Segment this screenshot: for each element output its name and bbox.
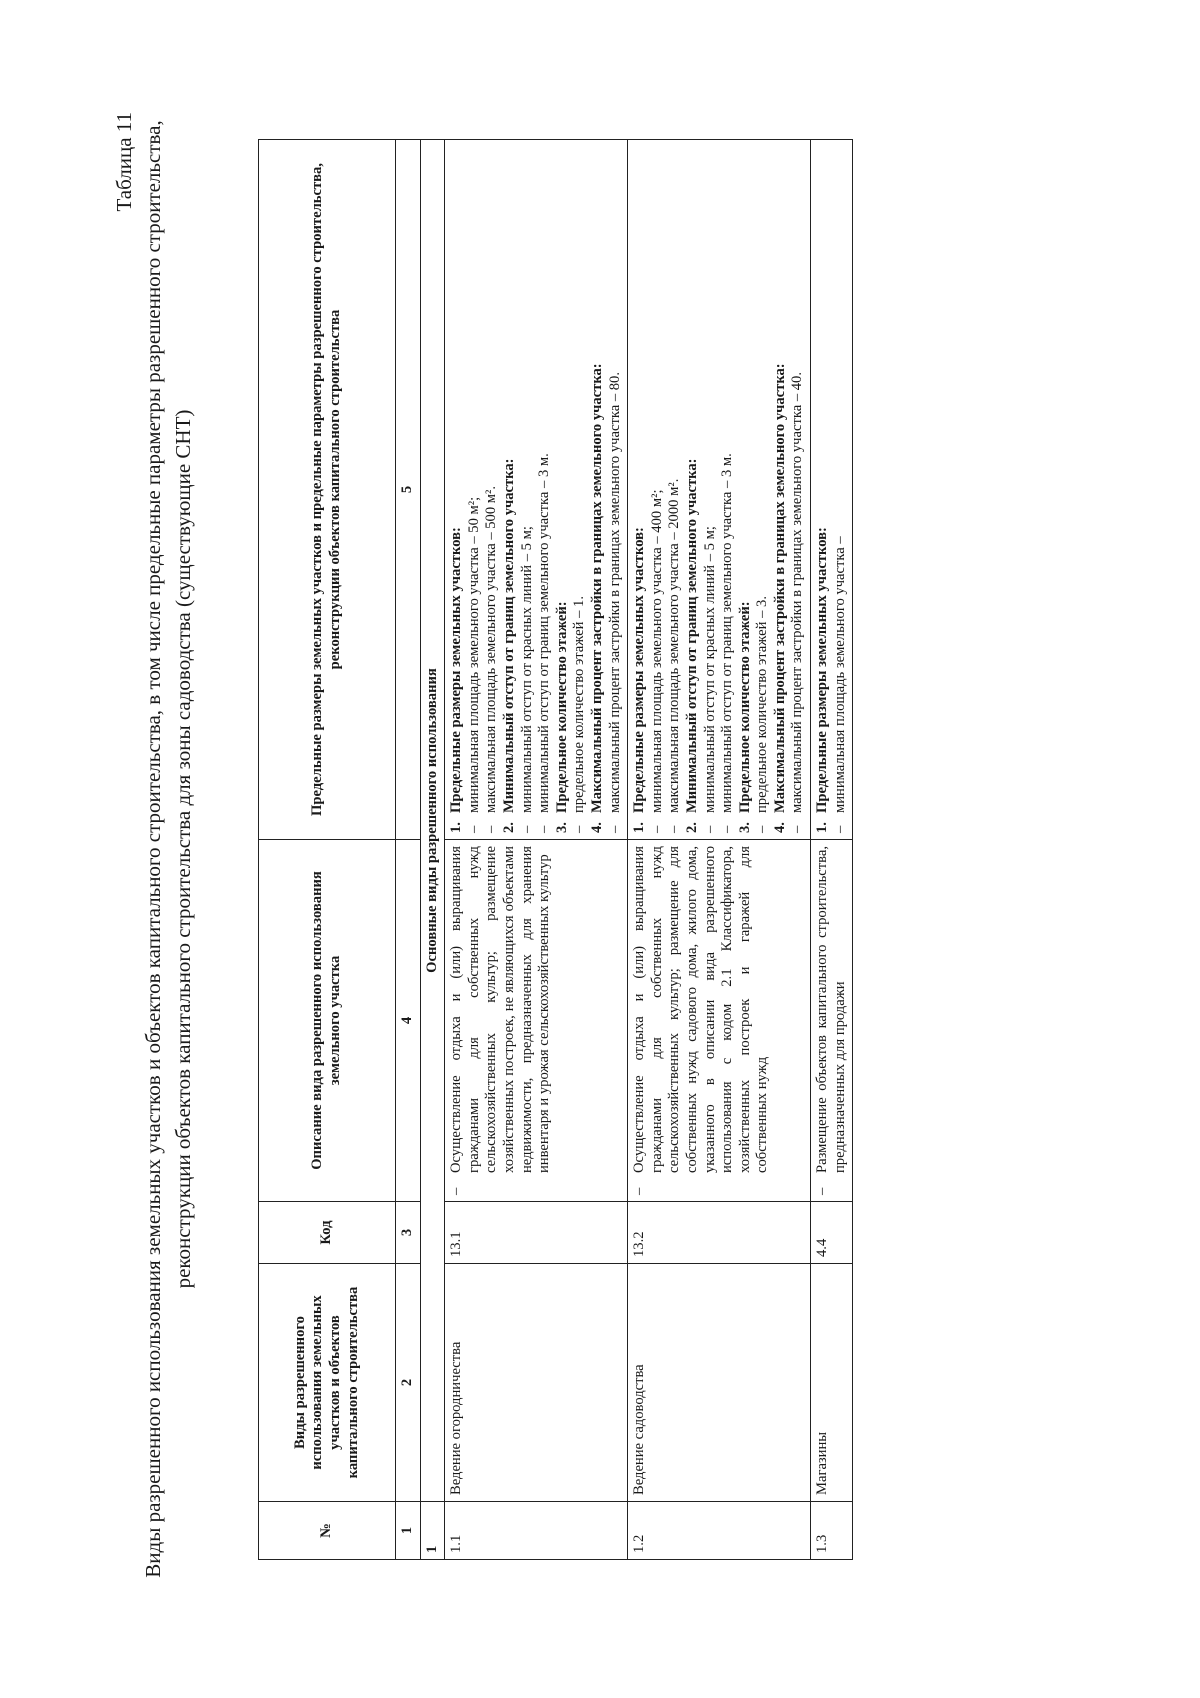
parameter-item bbox=[702, 146, 720, 833]
row-number: 1.1 bbox=[445, 1502, 628, 1560]
parameter-heading-text: Предельное количество этажей: bbox=[553, 601, 570, 813]
parameter-item-text: минимальный отступ от границ земельного участка – 3 м. bbox=[536, 453, 553, 813]
section-row bbox=[420, 140, 445, 1560]
header-parameters: Предельные размеры земельных участков и предельные параметры разрешенного строительства, реконструкции объектов капитального строительства bbox=[259, 140, 396, 840]
parameter-item-text: минимальный отступ от красных линий – 5 м; bbox=[518, 526, 535, 813]
table-row bbox=[628, 140, 811, 1560]
list-dash: – bbox=[648, 825, 665, 833]
column-index: 2 bbox=[396, 1264, 421, 1502]
list-dash: – bbox=[518, 825, 535, 833]
parameters-cell bbox=[811, 140, 853, 840]
parameter-item-text: максимальная площадь земельного участка – 2000 м². bbox=[666, 478, 683, 813]
parameter-heading bbox=[448, 146, 466, 833]
parameter-number: 4. bbox=[771, 822, 788, 833]
parameter-item bbox=[649, 146, 667, 833]
use-description bbox=[811, 840, 853, 1202]
column-index: 1 bbox=[396, 1502, 421, 1560]
section-number: 1 bbox=[420, 1502, 445, 1560]
parameter-item bbox=[754, 146, 772, 833]
list-dash: – bbox=[831, 825, 848, 833]
parameter-item-text: минимальный отступ от границ земельного участка – 3 м. bbox=[719, 453, 736, 813]
table-label: Таблица 11 bbox=[112, 112, 136, 212]
header-use-type: Виды разрешенного использования земельных участков и объектов капитального строительства bbox=[259, 1264, 396, 1502]
list-dash: – bbox=[571, 825, 588, 833]
use-code: 4.4 bbox=[811, 1202, 853, 1264]
table-row bbox=[811, 140, 853, 1560]
use-code: 13.1 bbox=[445, 1202, 628, 1264]
parameter-heading-text: Максимальный процент застройки в границах земельного участка: bbox=[771, 363, 788, 813]
list-dash: – bbox=[754, 825, 771, 833]
parameter-item bbox=[536, 146, 554, 833]
parameter-item-text: минимальная площадь земельного участка – 50 м²; bbox=[465, 496, 482, 813]
parameter-heading bbox=[814, 146, 832, 833]
parameter-item bbox=[607, 146, 625, 833]
list-dash: – bbox=[701, 825, 718, 833]
column-index: 3 bbox=[396, 1202, 421, 1264]
parameter-heading-text: Максимальный процент застройки в границах земельного участка: bbox=[588, 363, 605, 813]
row-number: 1.3 bbox=[811, 1502, 853, 1560]
parameter-heading bbox=[554, 146, 572, 833]
list-dash: – bbox=[536, 825, 553, 833]
list-dash: – bbox=[465, 825, 482, 833]
parameter-item bbox=[832, 146, 850, 833]
parameter-item bbox=[466, 146, 484, 833]
parameter-item-text: максимальная площадь земельного участка – 500 м². bbox=[483, 485, 500, 813]
parameter-heading-text: Минимальный отступ от границ земельного участка: bbox=[500, 458, 517, 813]
header-number: № bbox=[259, 1502, 396, 1560]
parameter-item-text: максимальный процент застройки в границах земельного участка – 80. bbox=[606, 371, 623, 813]
list-dash: – bbox=[483, 825, 500, 833]
parameter-heading bbox=[684, 146, 702, 833]
regulation-table bbox=[258, 139, 853, 1560]
table-header-row bbox=[259, 140, 396, 1560]
parameter-heading-text: Предельные размеры земельных участков: bbox=[631, 527, 648, 813]
parameter-heading bbox=[589, 146, 607, 833]
parameter-number: 1. bbox=[448, 822, 465, 833]
document-title: Виды разрешенного использования земельных участков и объектов капитального строительства, в том числе предельные параметры разрешенного строительства, реконструкции объектов капитального строительства для зоны садоводства (существующие СНТ) bbox=[141, 120, 195, 1578]
parameter-number: 1. bbox=[631, 822, 648, 833]
table-row bbox=[445, 140, 628, 1560]
description-text: Осуществление отдыха и (или) выращивания гражданами для собственных нужд сельскохозяйственных культур; размещение хозяйственных построек, не являющихся объектами недвижимости, предназначенных для хранения инвентаря и урожая сельскохозяйственных культур bbox=[448, 846, 553, 1173]
parameter-item-text: минимальный отступ от красных линий – 5 м; bbox=[701, 526, 718, 813]
column-index-row bbox=[396, 140, 421, 1560]
parameter-heading-text: Минимальный отступ от границ земельного участка: bbox=[683, 458, 700, 813]
column-index: 4 bbox=[396, 840, 421, 1202]
row-number: 1.2 bbox=[628, 1502, 811, 1560]
header-code: Код bbox=[259, 1202, 396, 1264]
list-dash: – bbox=[789, 825, 806, 833]
list-dash: – bbox=[606, 825, 623, 833]
parameter-heading bbox=[501, 146, 519, 833]
section-label: Основные виды разрешенного использования bbox=[420, 140, 445, 1502]
parameter-item bbox=[789, 146, 807, 833]
list-dash: – bbox=[719, 825, 736, 833]
parameter-item-text: предельное количество этажей – 3. bbox=[754, 596, 771, 813]
parameter-item bbox=[483, 146, 501, 833]
parameters-cell bbox=[445, 140, 628, 840]
list-dash: – bbox=[448, 1187, 465, 1195]
parameter-heading-text: Предельные размеры земельных участков: bbox=[448, 527, 465, 813]
use-description bbox=[628, 840, 811, 1202]
description-text: Размещение объектов капитального строительства, предназначенных для продажи bbox=[814, 846, 848, 1173]
description-text: Осуществление отдыха и (или) выращивания гражданами для собственных нужд сельскохозяйственных культур; размещение для собственных нужд садового дома, жилого дома, указанного в описании вида разрешенного использования с кодом 2.1 Классификатора, хозяйственных построек и гаражей для собственных нужд bbox=[631, 846, 771, 1173]
use-type-name: Магазины bbox=[811, 1264, 853, 1502]
use-type-name: Ведение садоводства bbox=[628, 1264, 811, 1502]
parameter-heading-text: Предельное количество этажей: bbox=[736, 601, 753, 813]
parameter-heading-text: Предельные размеры земельных участков: bbox=[814, 527, 831, 813]
header-description: Описание вида разрешенного использования земельного участка bbox=[259, 840, 396, 1202]
list-dash: – bbox=[666, 825, 683, 833]
parameter-item bbox=[666, 146, 684, 833]
parameters-cell bbox=[628, 140, 811, 840]
parameter-heading bbox=[631, 146, 649, 833]
parameter-item bbox=[519, 146, 537, 833]
column-index: 5 bbox=[396, 140, 421, 840]
parameter-number: 3. bbox=[736, 822, 753, 833]
parameter-number: 2. bbox=[500, 822, 517, 833]
parameter-item-text: предельное количество этажей – 1. bbox=[571, 596, 588, 813]
parameter-number: 1. bbox=[814, 822, 831, 833]
parameter-item-text: минимальная площадь земельного участка – 400 м²; bbox=[648, 489, 665, 813]
parameter-heading bbox=[772, 146, 790, 833]
parameter-item bbox=[571, 146, 589, 833]
list-dash: – bbox=[631, 1187, 648, 1195]
parameter-heading bbox=[737, 146, 755, 833]
parameter-item bbox=[719, 146, 737, 833]
use-description bbox=[445, 840, 628, 1202]
use-code: 13.2 bbox=[628, 1202, 811, 1264]
use-type-name: Ведение огородничества bbox=[445, 1264, 628, 1502]
parameter-number: 4. bbox=[588, 822, 605, 833]
parameter-number: 3. bbox=[553, 822, 570, 833]
parameter-item-text: максимальный процент застройки в границах земельного участка – 40. bbox=[789, 371, 806, 813]
list-dash: – bbox=[814, 1187, 831, 1195]
parameter-number: 2. bbox=[683, 822, 700, 833]
parameter-item-text: минимальная площадь земельного участка – bbox=[831, 536, 848, 813]
